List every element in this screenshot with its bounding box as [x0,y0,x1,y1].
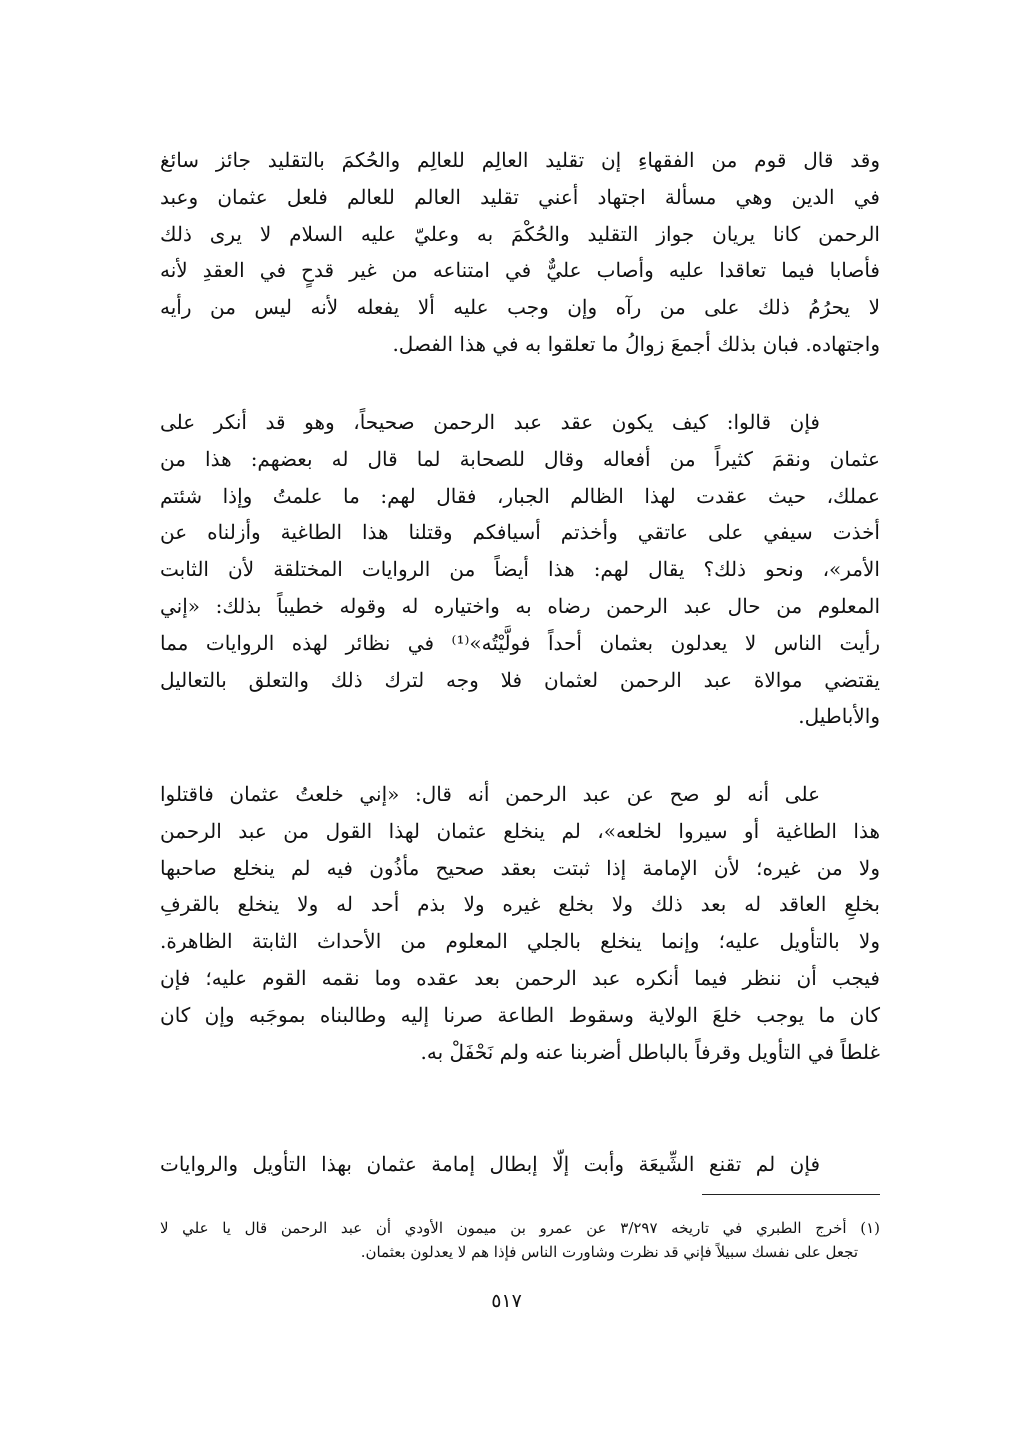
text-line: أخذت سيفي على عاتقي وأخذتم أسيافكم وقتلنا هذا الطاغية وأزلناه عن [160,520,880,545]
text-line: واجتهاده. فبان بذلك أجمعَ زوالُ ما تعلقوا به في هذا الفصل. [392,331,880,356]
text-line: غلطاً في التأويل وقرفاً بالباطل أضربنا عنه ولم نَحْفَلْ به. [420,1039,880,1064]
text-line: عثمان ونقمَ كثيراً من أفعاله وقال للصحابة لما قال له بعضهم: هذا من [160,446,880,471]
text-line: يقتضي موالاة عبد الرحمن لعثمان فلا وجه لترك ذلك والتعلق بالتعاليل [160,667,880,692]
text-line: بخلعِ العاقد له بعد ذلك ولا بخلع غيره ولا بذم أحد له ولا ينخلع بالقرفِ [160,892,880,917]
page-number: ٥١٧ [491,1290,522,1312]
paragraph-3 [160,776,880,1070]
text-line: كان ما يوجب خلعَ الولاية وسقوط الطاعة صرنا إليه وطالبناه بموجَبه وإن كان [160,1002,880,1027]
text-line: المعلوم من حال عبد الرحمن رضاه به واختياره له وقوله خطيباً بذلك: «إني [160,593,880,618]
text-line: الأمر»، ونحو ذلك؟ يقال لهم: هذا أيضاً من الروايات المختلقة لأن الثابت [160,557,880,582]
paragraph-1 [160,142,880,363]
footnote-line: (١) أخرج الطبري في تاريخه ٣/٢٩٧ عن عمرو بن ميمون الأودي أن عبد الرحمن قال يا علي لا [160,1219,880,1237]
text-line: على أنه لو صح عن عبد الرحمن أنه قال: «إني خلعتُ عثمان فاقتلوا [160,782,820,806]
footnote-separator [702,1194,880,1195]
paragraph-2 [160,404,880,735]
text-line: ولا من غيره؛ لأن الإمامة إذا ثبتت بعقد صحيح مأذُون فيه لم ينخلع صاحبها [160,855,880,880]
text-line: عملك، حيث عقدت لهذا الظالم الجبار، فقال لهم: ما علمتُ وإذا شئتم [160,483,880,508]
text-line: والأباطيل. [798,704,880,729]
text-line: في الدين وهي مسألة اجتهاد أعني تقليد العالم للعالم فلعل عثمان وعبد [160,184,880,209]
paragraph-4 [160,1146,880,1183]
footnote [160,1216,880,1264]
footnote-line: تجعل على نفسك سبيلاً فإني قد نظرت وشاورت الناس فإذا هم لا يعدلون بعثمان. [360,1243,858,1261]
text-line: فإن قالوا: كيف يكون عقد عبد الرحمن صحيحاً، وهو قد أنكر على [160,410,820,434]
text-line: فيجب أن ننظر فيما أنكره عبد الرحمن بعد عقده وما نقمه القوم عليه؛ فإن [160,965,880,990]
text-line: فإن لم تقنع الشِّيعَة وأبت إلّا إبطال إمامة عثمان بهذا التأويل والروايات [160,1152,820,1176]
text-line: هذا الطاغية أو سيروا لخلعه»، لم ينخلع عثمان لهذا القول من عبد الرحمن [160,818,880,843]
text-line: لا يحرُمُ ذلك على من رآه وإن وجب عليه ألا يفعله لأنه ليس من رأيه [160,295,880,320]
text-line: رأيت الناس لا يعدلون بعثمان أحداً فولَّيْتُه»⁽¹⁾ في نظائر لهذه الروايات مما [160,630,880,655]
text-line: وقد قال قوم من الفقهاءِ إن تقليد العالِم للعالِم والحُكمَ بالتقليد جائز سائغ [160,148,880,172]
text-line: الرحمن كانا يريان جواز التقليد والحُكْمَ به وعليّ عليه السلام لا يرى ذلك [160,221,880,246]
text-line: فأصابا فيما تعاقدا عليه وأصاب عليٌّ في امتناعه من غير قدحٍ في العقدِ لأنه [160,258,880,283]
text-line: ولا بالتأويل عليه؛ وإنما ينخلع بالجلي المعلوم من الأحداث الثابتة الظاهرة. [160,929,880,954]
